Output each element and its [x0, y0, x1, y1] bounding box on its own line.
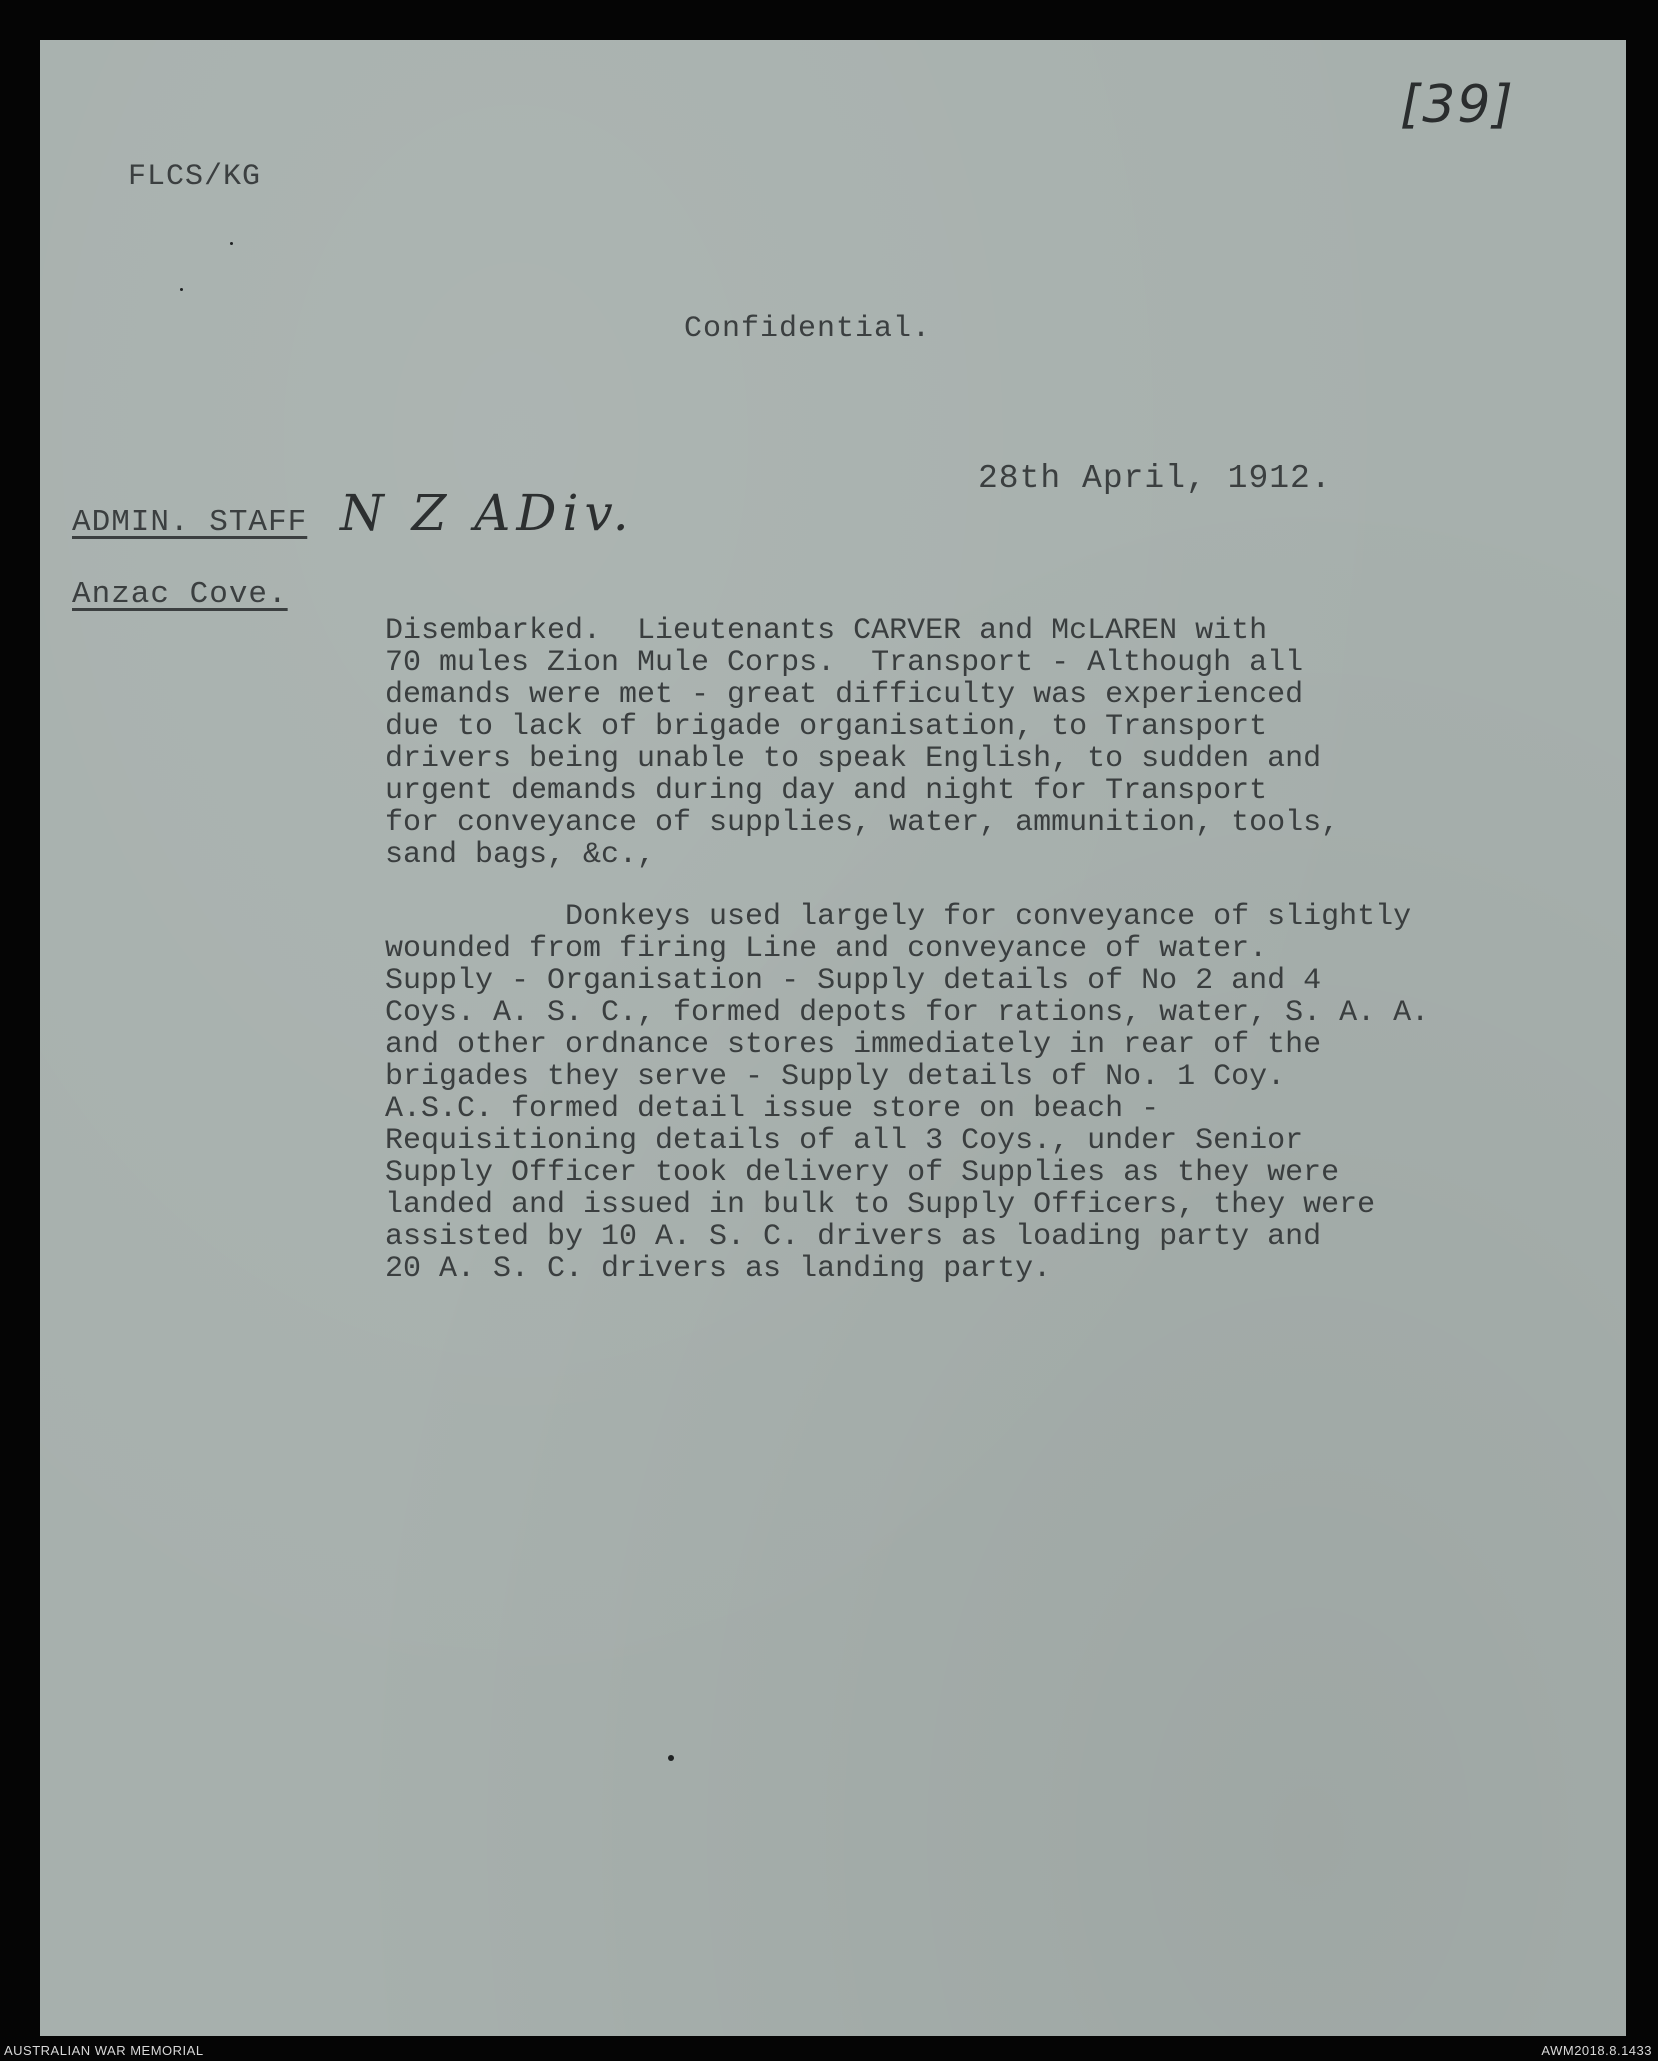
text-line: A.S.C. formed detail issue store on beach - — [385, 1092, 1160, 1126]
text-line: Disembarked. Lieutenants CARVER and McLAREN with — [385, 614, 1268, 648]
text-line: Supply - Organisation - Supply details of No 2 and 4 — [385, 964, 1322, 998]
document-heading: Confidential. — [684, 312, 932, 346]
text-line: landed and issued in bulk to Supply Officers, they were — [385, 1188, 1376, 1222]
text-line: demands were met - great difficulty was experienced — [385, 678, 1304, 712]
ink-speck — [180, 288, 183, 291]
text-line: due to lack of brigade organisation, to Transport — [385, 710, 1268, 744]
handwritten-note: N Z ADiv. — [340, 484, 635, 542]
location: Anzac Cove. — [72, 577, 288, 612]
text-line: 70 mules Zion Mule Corps. Transport - Although all — [385, 646, 1304, 680]
addressee: ADMIN. STAFF — [72, 505, 308, 540]
document-date: 28th April, 1912. — [978, 460, 1332, 497]
ink-speck — [668, 1755, 674, 1761]
text-line: Donkeys used largely for conveyance of slightly — [385, 900, 1412, 934]
paragraph-2 — [385, 901, 1555, 1285]
text-line: assisted by 10 A. S. C. drivers as loading party and — [385, 1220, 1322, 1254]
archive-accession-number: AWM2018.8.1433 — [1541, 2043, 1652, 2058]
ink-speck — [230, 242, 233, 245]
text-line: Supply Officer took delivery of Supplies as they were — [385, 1156, 1340, 1190]
text-line: brigades they serve - Supply details of No. 1 Coy. — [385, 1060, 1286, 1094]
folio-number: [39] — [1400, 75, 1515, 135]
text-line: and other ordnance stores immediately in rear of the — [385, 1028, 1322, 1062]
text-line: for conveyance of supplies, water, ammunition, tools, — [385, 806, 1340, 840]
text-line: 20 A. S. C. drivers as landing party. — [385, 1252, 1052, 1286]
body-text — [385, 615, 1555, 1285]
text-line: sand bags, &c., — [385, 838, 656, 872]
text-line: urgent demands during day and night for Transport — [385, 774, 1268, 808]
text-line: Requisitioning details of all 3 Coys., under Senior — [385, 1124, 1304, 1158]
paragraph-1 — [385, 615, 1555, 871]
archive-credit: AUSTRALIAN WAR MEMORIAL — [4, 2043, 204, 2058]
reference-code: FLCS/KG — [128, 160, 262, 194]
text-line: Coys. A. S. C., formed depots for rations, water, S. A. A. — [385, 996, 1430, 1030]
text-line: wounded from firing Line and conveyance of water. — [385, 932, 1268, 966]
text-line: drivers being unable to speak English, to sudden and — [385, 742, 1322, 776]
